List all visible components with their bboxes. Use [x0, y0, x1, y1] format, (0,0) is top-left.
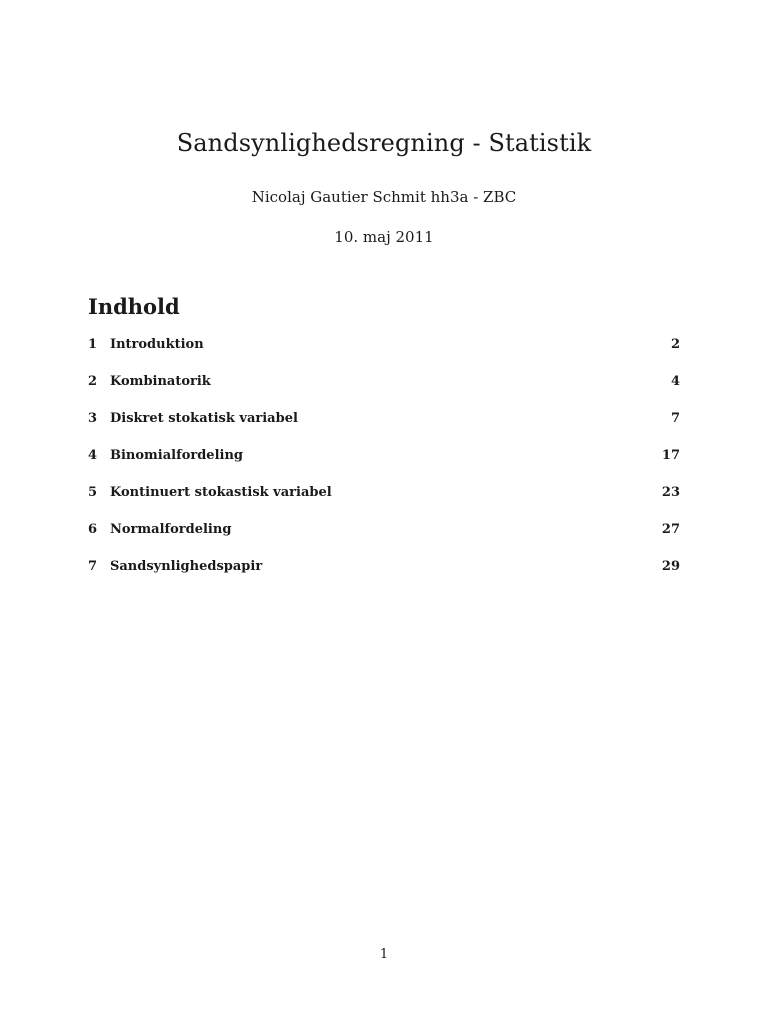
- toc-entry-number: 4: [88, 448, 98, 463]
- toc-entry-page: 7: [670, 411, 680, 426]
- toc-entry-label: Kombinatorik: [110, 374, 211, 389]
- toc-entry-introduktion[interactable]: [88, 337, 680, 374]
- toc-entry-label: Sandsynlighedspapir: [110, 559, 263, 574]
- document-date: 10. maj 2011: [334, 228, 434, 246]
- toc-entry-number: 3: [88, 411, 98, 426]
- toc-entry-label: Introduktion: [110, 337, 204, 352]
- document-author: Nicolaj Gautier Schmit hh3a - ZBC: [251, 188, 517, 206]
- toc-heading: Indhold: [88, 294, 180, 319]
- toc-entry-label: Binomialfordeling: [110, 448, 243, 463]
- toc-entry-kombinatorik[interactable]: [88, 374, 680, 411]
- toc-entry-page: 27: [661, 522, 680, 537]
- toc-entry-number: 7: [88, 559, 98, 574]
- toc-entry-label: Diskret stokatisk variabel: [110, 411, 298, 426]
- toc-entry-label: Kontinuert stokastisk variabel: [110, 485, 332, 500]
- toc-entry-number: 2: [88, 374, 98, 389]
- toc-entry-sandsynlighedspapir[interactable]: [88, 559, 680, 596]
- toc-entry-kontinuert-stokastisk-variabel[interactable]: [88, 485, 680, 522]
- table-of-contents: [88, 337, 680, 596]
- toc-entry-page: 17: [661, 448, 680, 463]
- toc-entry-page: 29: [661, 559, 680, 574]
- toc-entry-label: Normalfordeling: [110, 522, 232, 537]
- toc-entry-normalfordeling[interactable]: [88, 522, 680, 559]
- toc-entry-page: 23: [661, 485, 680, 500]
- toc-entry-diskret-stokatisk-variabel[interactable]: [88, 411, 680, 448]
- document-title: Sandsynlighedsregning - Statistik: [176, 129, 592, 157]
- toc-entry-number: 1: [88, 337, 98, 352]
- toc-entry-page: 4: [670, 374, 680, 389]
- page-number: 1: [379, 947, 389, 962]
- toc-entry-number: 5: [88, 485, 98, 500]
- toc-entry-number: 6: [88, 522, 98, 537]
- toc-entry-page: 2: [670, 337, 680, 352]
- toc-entry-binomialfordeling[interactable]: [88, 448, 680, 485]
